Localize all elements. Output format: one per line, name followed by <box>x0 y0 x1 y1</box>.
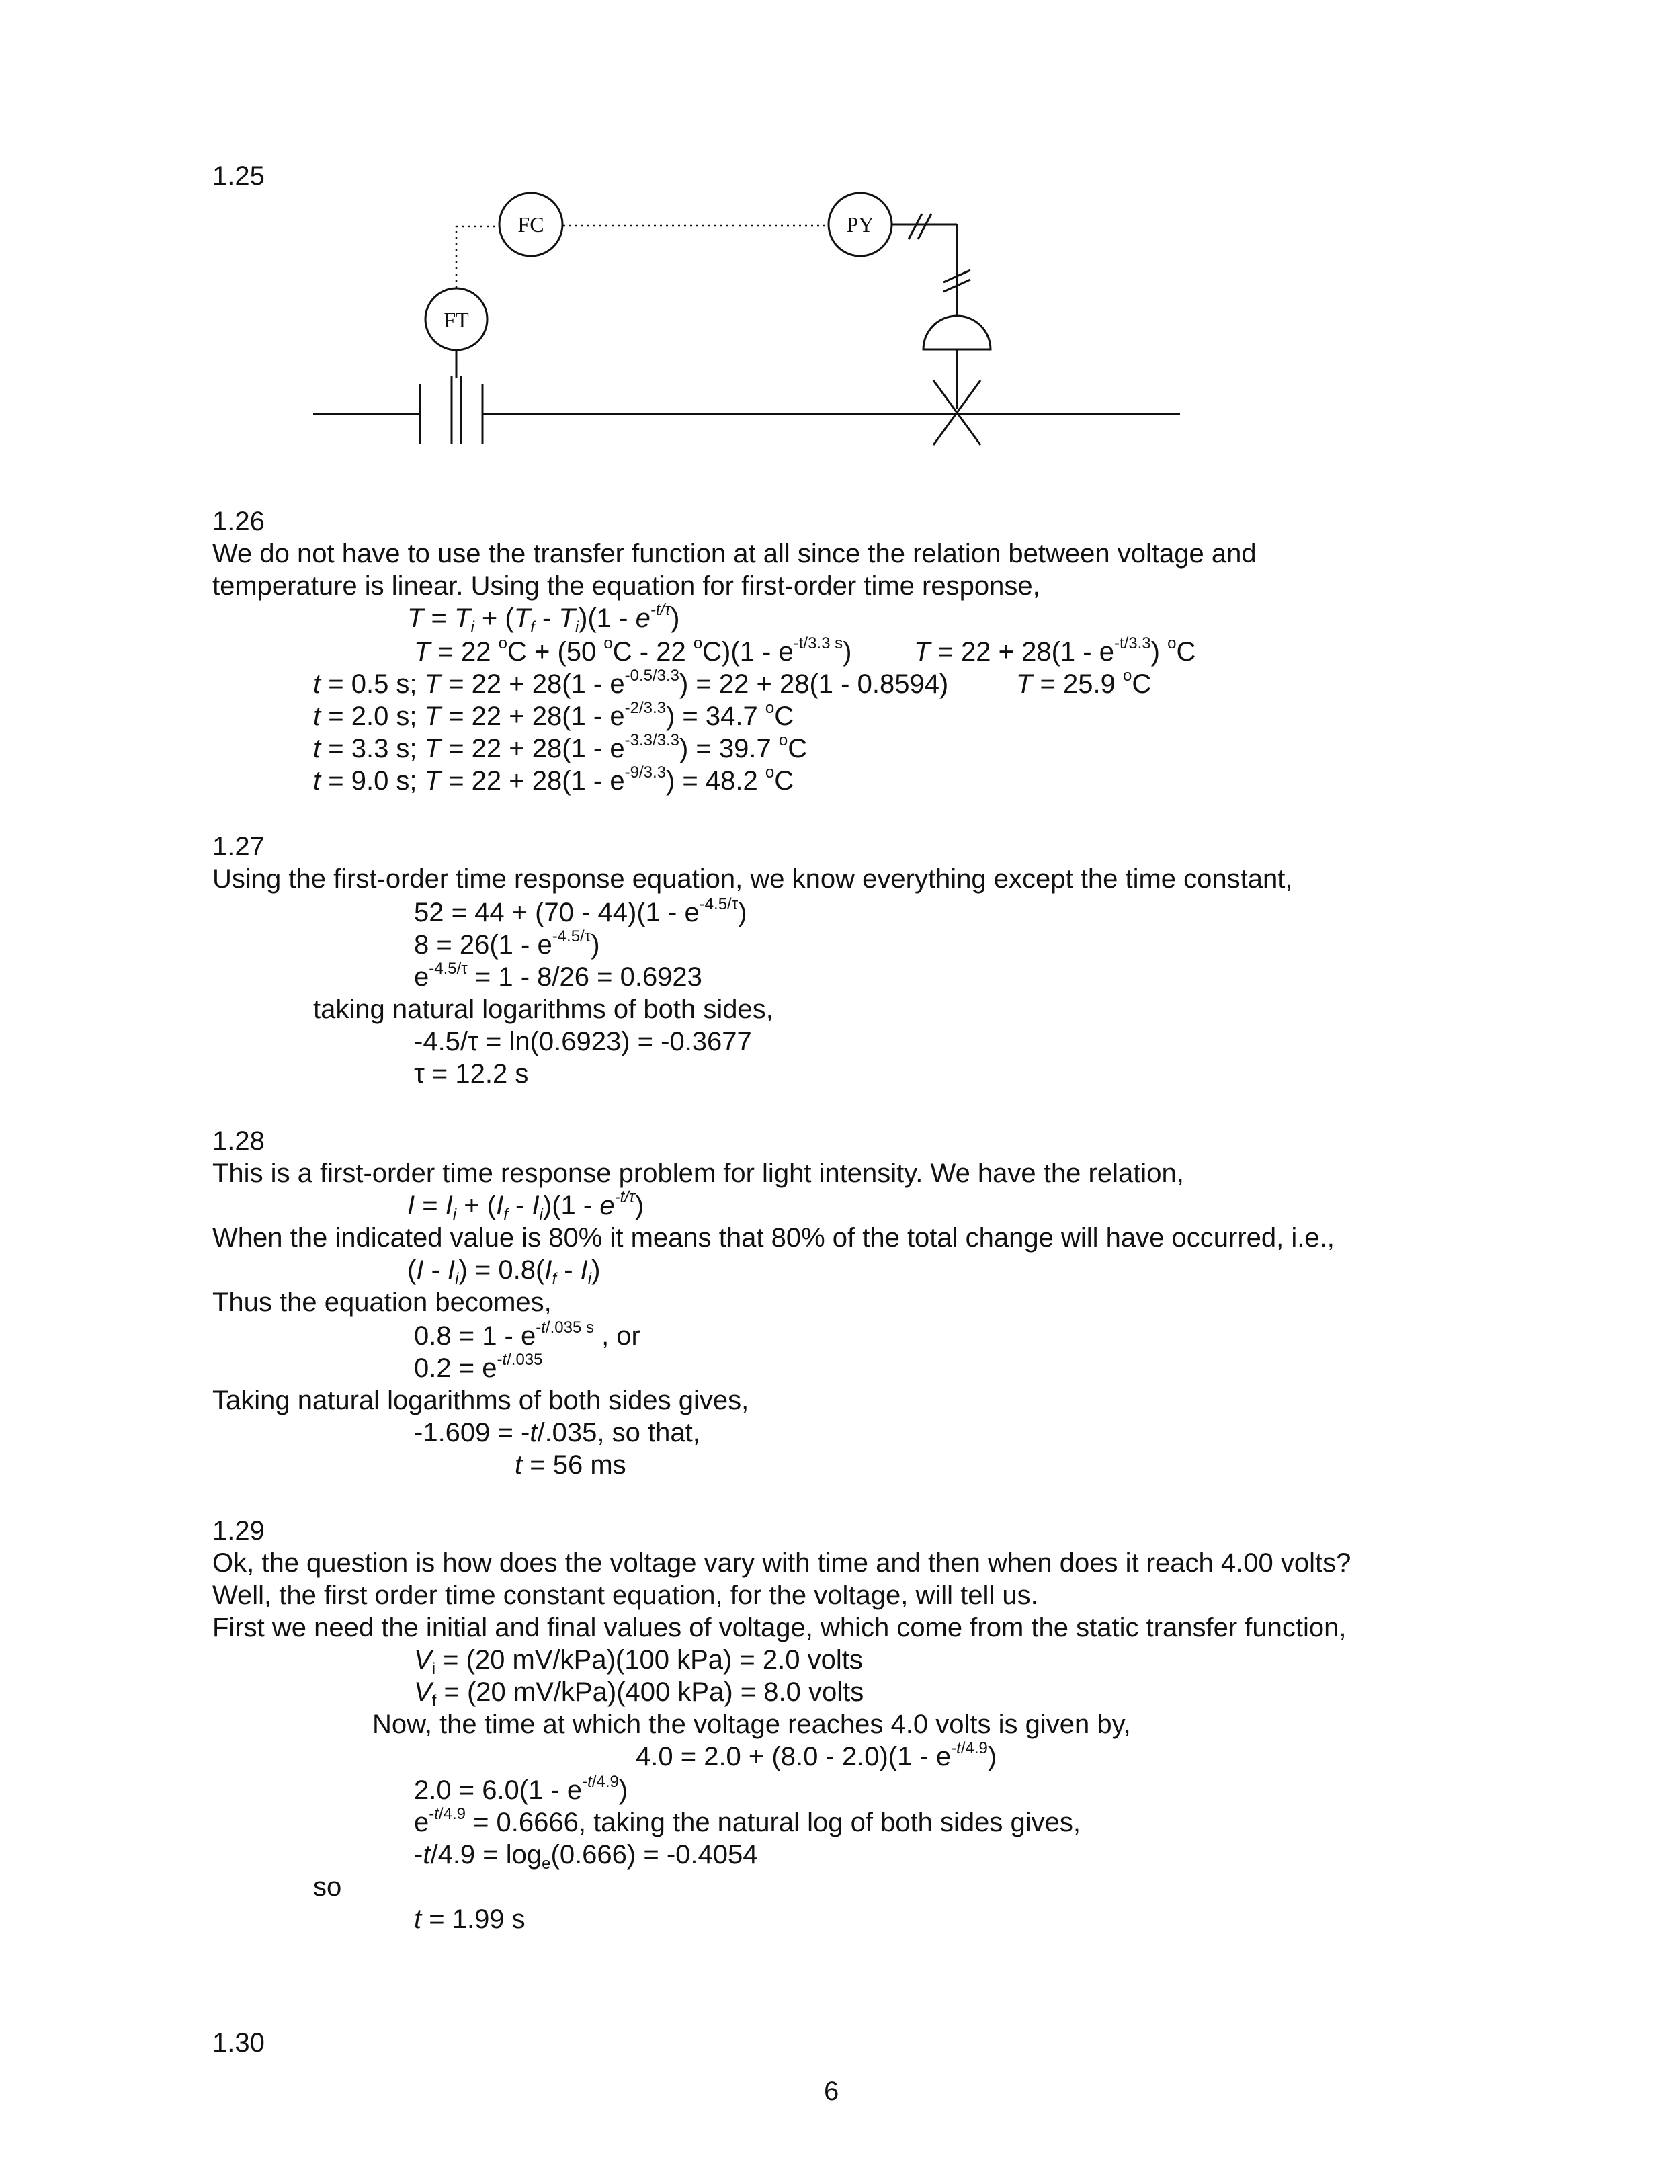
p129-eq-9: $e^{-t/4.9} = 0.6666$, taking the natural log of both sides gives, <box>414 1805 1081 1837</box>
p129-so: so <box>313 1872 342 1902</box>
page-number: 6 <box>824 2076 839 2106</box>
p126-eq-simplified: $T = 22 + 28(1 - e^{-t/3.3})$ $^o$C <box>914 634 1196 667</box>
p129-eq-vf: $V_f = (20$ mV/kPa)(400 kPa) = 8.0 volts <box>414 1677 864 1710</box>
ft-label: FT <box>444 308 469 332</box>
p126-eq-general: $T = T_i + (T_f - T_i)(1 - e^{-t/\tau})$ <box>407 601 680 636</box>
p129-eq-10: $-t/4.9 = \log_e(0.666) = -0.4054$ <box>414 1840 758 1873</box>
control-loop-diagram <box>0 0 1680 484</box>
p128-eq-9: -1.609 = -t/.035, so that, <box>414 1418 700 1447</box>
p127-eq-5: -4.5/τ = ln(0.6923) = -0.3677 <box>414 1027 752 1056</box>
p126-eq-numeric: T = 22 $^o$C + (50 $^o$C - 22 $^oC)(1 - e^{-t/3.3 s})$ <box>414 634 852 667</box>
p128-line-5: Thus the equation becomes, <box>212 1288 552 1317</box>
p126-result-2s: t = 2.0 s; $T = 22 + 28(1 - e^{-2/3.3}) = 34.7$ $^o$C <box>313 699 794 731</box>
p126-result-3-3s: t = 3.3 s; $T = 22 + 28(1 - e^{-3.3/3.3}) = 39.7$ $^o$C <box>313 731 808 763</box>
p129-line-1: Ok, the question is how does the voltage vary with time and then when does it reach 4.00 volts? <box>212 1548 1351 1578</box>
p128-line-3: When the indicated value is 80% it means that 80% of the total change will have occurred, i.e., <box>212 1223 1335 1253</box>
p128-line-8: Taking natural logarithms of both sides gives, <box>212 1386 749 1415</box>
p127-eq-6: τ = 12.2 s <box>414 1059 529 1089</box>
p127-eq-2: $8 = 26(1 - e^{-4.5/\tau})$ <box>414 927 600 960</box>
py-label: PY <box>846 212 874 237</box>
problem-number-1-26: 1.26 <box>212 507 265 536</box>
p129-line-2: Well, the first order time constant equation, for the voltage, will tell us. <box>212 1581 1038 1610</box>
p126-result-9s: t = 9.0 s; $T = 22 + 28(1 - e^{-9/3.3}) = 48.2$ $^o$C <box>313 763 794 796</box>
p126-intro-2: temperature is linear. Using the equation for first-order time response, <box>212 571 1040 601</box>
p126-intro-1: We do not have to use the transfer function at all since the relation between voltage and <box>212 539 1257 569</box>
problem-number-1-25: 1.25 <box>212 161 265 191</box>
p128-eq-7: $0.2 = e^{-t/.035}$ <box>414 1351 543 1383</box>
p127-eq-1: $52 = 44 + (70 - 44)(1 - e^{-4.5/\tau})$ <box>414 895 747 927</box>
p126-result-0-5s: t = 0.5 s; $T = 22 + 28(1 - e^{-0.5/3.3}) = 22 + 28(1 - 0.8594)$ <box>313 667 949 699</box>
p129-line-3: First we need the initial and final values of voltage, which come from the static transfer function, <box>212 1613 1347 1642</box>
p128-eq-relation: $I = I_i + (I_f - I_i)(1 - e^{-t/\tau})$ <box>407 1188 644 1224</box>
p128-eq-ratio: $(I - I_i) = 0.8(I_f - I_i)$ <box>407 1255 601 1288</box>
problem-number-1-29: 1.29 <box>212 1516 265 1546</box>
valve-actuator-dome <box>923 316 991 349</box>
p129-eq-12: t = 1.99 s <box>414 1904 526 1934</box>
p127-eq-3: $e^{-4.5/\tau} = 1 - 8/26 = 0.6923$ <box>414 960 702 992</box>
problem-number-1-30: 1.30 <box>212 2028 265 2058</box>
p128-eq-10: t = 56 ms <box>515 1450 626 1480</box>
p128-line-1: This is a first-order time response problem for light intensity. We have the relation, <box>212 1159 1184 1188</box>
p127-intro: Using the first-order time response equation, we know everything except the time constant, <box>212 864 1293 894</box>
p129-eq-vi: $V_i = (20$ mV/kPa)(100 kPa) = 2.0 volts <box>414 1645 863 1678</box>
p126-result-0-5s-value: T = 25.9 $^o$C <box>1016 667 1152 699</box>
p127-step-text: taking natural logarithms of both sides, <box>313 995 773 1024</box>
p129-eq-7: $4.0 = 2.0 + (8.0 - 2.0)(1 - e^{-t/4.9})$ <box>636 1739 997 1771</box>
problem-number-1-28: 1.28 <box>212 1126 265 1156</box>
p128-eq-6: $0.8 = 1 - e^{-t/.035 s}$ , or <box>414 1318 640 1351</box>
p129-eq-8: $2.0 = 6.0(1 - e^{-t/4.9})$ <box>414 1773 628 1805</box>
problem-number-1-27: 1.27 <box>212 832 265 862</box>
p129-line-6: Now, the time at which the voltage reaches 4.0 volts is given by, <box>372 1710 1131 1739</box>
fc-label: FC <box>517 212 544 237</box>
